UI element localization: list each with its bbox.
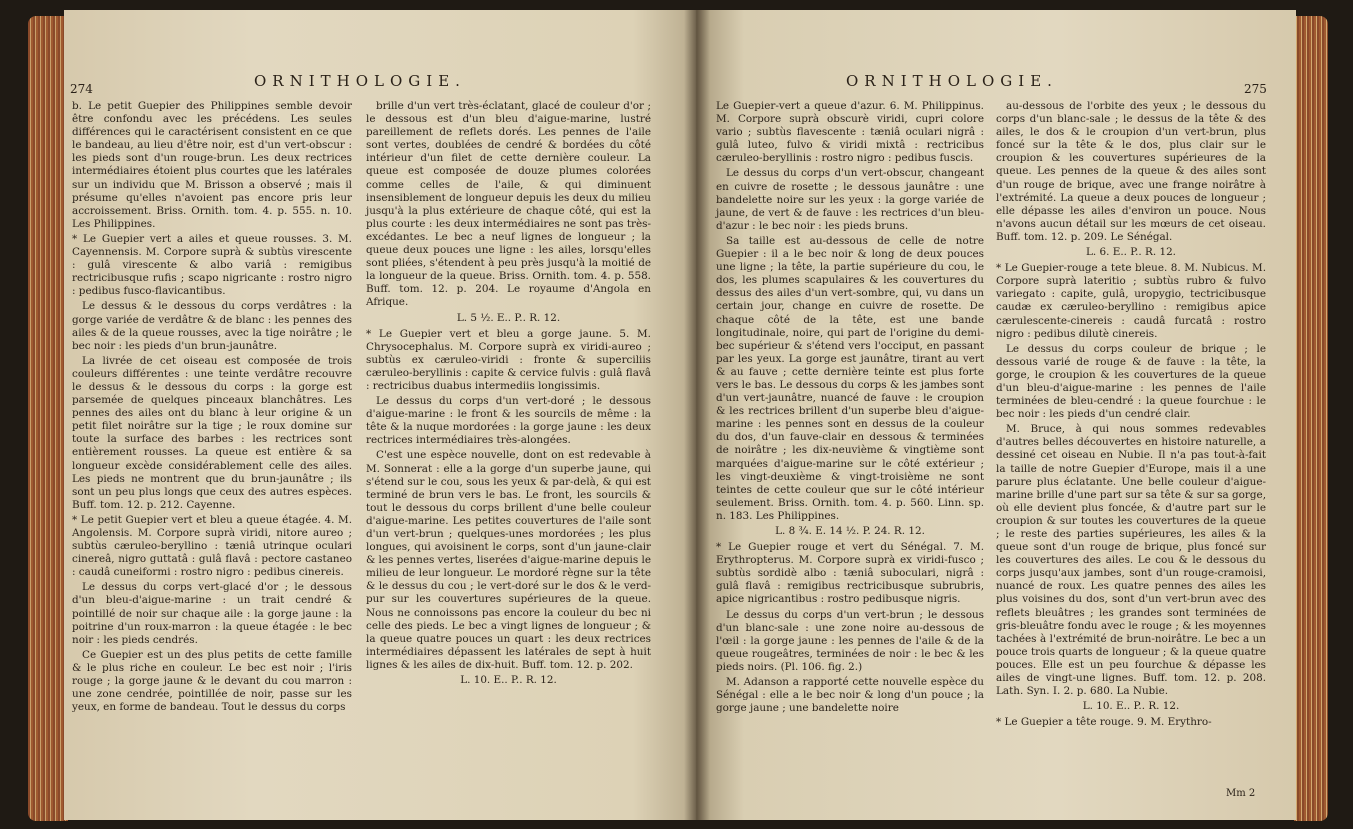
paragraph: Le dessus du corps couleur de brique ; le dessous varié de rouge & de fauve : la tête, la gorge, le croupion & les couvertures de la queue d'un bleu-d'aigue-marine : les pennes de l'aile terminées de bleu-cendré : la queue fourchue : le bec noir : les pieds d'un cendré clair. [996,342,1266,421]
right-page [696,10,1296,820]
paragraph: * Le Guepier vert et bleu a gorge jaune. 5. M. Chrysocephalus. M. Corpore suprà ex viridi-aureo ; subtùs ex cæruleo-viridi : fronte & superciliis cæruleo-beryllinis : capite & cervice fulvis : gulâ flavâ : rectricibus duabus intermediis longissimis. [366,327,651,392]
page-number-right: 275 [1244,82,1267,96]
paragraph: L. 8 ¾. E. 14 ½. P. 24. R. 12. [775,525,925,537]
paragraph: Le Guepier-vert a queue d'azur. 6. M. Philippinus. M. Corpore suprà obscurè viridi, cupri colore vario ; subtùs flavescente : tæniâ oculari nigrâ : gulâ luteo, fulvo & viridi mixtâ : rectricibus cæruleo-beryllinis : rostro nigro : pedibus fuscis. [716,100,984,165]
left-column-2 [366,100,651,690]
right-column-2 [996,100,1266,731]
paragraph: L. 5 ½. E.. P.. R. 12. [456,311,561,324]
paragraph: M. Bruce, à qui nous sommes redevables d'autres belles découvertes en histoire naturelle, a dessiné cet oiseau en Nubie. Il n'a pas tout-à-fait la taille de notre Guepier d'Europe, mais il a une parure plus éclatante. Une belle couleur d'aigue-marine brille d'une part sur sa tête & sur sa gorge, où elle devient plus foncée, & d'autre part sur le croupion & sur toutes les couvertures de la queue ; le reste des parties supérieures, les ailes & la queue sont d'un rouge de brique, plus foncé sur les couvertures des ailes. Le cou & le dessous du corps jusqu'aux jambes, sont d'un rouge-cramoisi, nuancé de roux. Les quatre pennes des ailes les plus voisines du dos, sont d'un vert-brun avec des reflets bleuâtres ; les grandes sont terminées de gris-bleuâtre fondu avec le rouge ; & les moyennes tachées à l'extrémité de brun-noirâtre. Le bec a un pouce trois quarts de longueur ; & la queue quatre pouces. Elle est un peu fourchue & dépasse les ailes de vingt-une lignes. Buff. tom. 12. p. 208. Lath. Syn. I. 2. p. 680. La Nubie. [996,423,1266,698]
paragraph: * Le petit Guepier vert et bleu a queue étagée. 4. M. Angolensis. M. Corpore suprà viridi, nitore aureo ; subtùs cæruleo-beryllino : tæniâ utrinque oculari cinereâ, nigro guttatâ : gulâ flavâ : pectore castaneo : caudâ cuneiformi : rostro nigro : pedibus cinereis. [72,513,352,579]
paragraph: Le dessus du corps vert-glacé d'or ; le dessous d'un bleu-d'aigue-marine : un trait cendré & pointillé de noir sur chaque aile : la gorge jaune : la poitrine d'un roux-marron : la queue étagée : le bec noir : les pieds cendrés. [72,581,352,646]
paragraph: La livrée de cet oiseau est composée de trois couleurs différentes : une teinte verdâtre recouvre le dessus & le dessous du corps : la gorge est parsemée de quelques pinceaux blanchâtres. Les pennes des ailes ont du blanc à leur origine & un petit filet noirâtre sur la tige ; le roux domine sur toute la surface des barbes : les rectrices sont entièrement rousses. La queue est entière & sa longueur excède considérablement celle des ailes. Les pieds ne montrent que du brun-jaunâtre ; ils sont un peu plus longs que ceux des autres espèces. Buff. tom. 12. p. 212. Cayenne. [72,354,352,511]
paragraph: Le dessus du corps d'un vert-doré ; le dessous d'aigue-marine : le front & les sourcils de même : la tête & la nuque mordorées : la gorge jaune : les deux rectrices intermédiaires très-alongées. [366,395,651,447]
paragraph: L. 10. E.. P.. R. 12. [1082,700,1180,713]
paragraph: * Le Guepier-rouge a tete bleue. 8. M. Nubicus. M. Corpore suprà lateritio ; subtùs rubro & fulvo variegato : capite, gulâ, uropygio, tectricibusque caudæ ex cæruleo-beryllino : remigibus apice cærulescente-cinereis : caudâ furcatâ : rostro nigro : pedibus dilutè cinereis. [996,262,1266,340]
paragraph: Le dessus & le dessous du corps verdâtres : la gorge variée de verdâtre & de blanc : les pennes des ailes & de la queue rousses, avec la tige noirâtre ; le bec noir : les pieds d'un brun-jaunâtre. [72,300,352,352]
left-column-1 [72,100,352,716]
paragraph: L. 10. E.. P.. R. 12. [460,674,557,687]
paragraph: b. Le petit Guepier des Philippines semble devoir être confondu avec les précédens. Les seules différences qui le caractérisent consistent en ce que le bandeau, au lieu d'être noir, est d'un vert-obscur : les pieds sont d'un rouge-brun. Les deux rectrices intermédiaires étoient plus courtes que les latérales sur un individu que M. Brisson a observé ; mais il présume qu'elles n'avoient pas encore pris leur accroissement. Briss. Ornith. tom. 4. p. 555. n. 10. Les Philippines. [72,100,352,230]
running-head-left: ORNITHOLOGIE. [254,72,466,90]
paragraph: Le dessus du corps d'un vert-obscur, changeant en cuivre de rosette ; le dessous jaunâtre : une bandelette noire sur les yeux : la gorge variée de jaune, de vert & de fauve : les rectrices d'un bleu-d'azur : le bec noir : les pieds bruns. [716,167,984,232]
left-page [64,10,696,820]
paragraph: Ce Guepier est un des plus petits de cette famille & le plus riche en couleur. Le bec est noir ; l'iris rouge ; la gorge jaune & le devant du cou marron : une zone cendrée, pointillée de noir, passe sur les yeux, en forme de bandeau. Tout le dessus du corps [72,648,352,714]
page-edges-left [28,16,68,821]
page-edges-right [1294,16,1328,821]
open-book [28,6,1328,826]
paragraph: * Le Guepier vert a ailes et queue rousses. 3. M. Cayennensis. M. Corpore suprà & subtùs virescente : gulâ virescente & albo variâ : remigibus rectricibusque rufis ; scapo nigricante : rostro nigro : pedibus fusco-flavicantibus. [72,232,352,298]
signature-mark: Mm 2 [1226,788,1256,799]
paragraph: * Le Guepier a tête rouge. 9. M. Erythro- [996,716,1212,729]
book-gutter [684,10,710,820]
right-column-1 [716,100,984,717]
paragraph: Sa taille est au-dessous de celle de notre Guepier : il a le bec noir & long de deux pouces une ligne ; la tête, la partie supérieure du cou, le dos, les plumes scapulaires & les couvertures du dessus des ailes d'un vert-sombre, qui, vu dans un certain jour, change en cuivre de rosette. De chaque côté de la tête, est une bande longitudinale, noire, qui part de l'origine du demi-bec supérieur & s'étend vers l'occiput, en passant par les yeux. La gorge est jaunâtre, tirant au vert & au fauve ; cette dernière teinte est plus forte vers le bas. Le dessous du corps & les jambes sont d'un vert-jaunâtre, nuancé de fauve : le croupion & les rectrices brillent d'un superbe bleu d'aigue-marine : les pennes sont en dessus de la couleur du dos, d'un fauve-clair en dessous & terminées de noirâtre ; les dix-neuvième & vingtième sont marquées d'aigue-marine sur le côté extérieur ; les vingt-deuxième & vingt-troisième ne sont teintes de cette couleur que sur le côté intérieur seulement. Briss. Ornith. tom. 4. p. 560. Linn. sp. n. 183. Les Philippines. [716,234,984,522]
paragraph: C'est une espèce nouvelle, dont on est redevable à M. Sonnerat : elle a la gorge d'un superbe jaune, qui s'étend sur le cou, sous les yeux & par-delà, & qui est terminé de brun vers le bas. Le front, les sourcils & tout le dessous du corps brillent d'une belle couleur d'aigue-marine. Les petites couvertures de l'aile sont d'un vert-brun ; quelques-unes mordorées ; les plus longues, qui avoisinent le corps, sont d'un jaune-clair & les pennes vertes, liserées d'aigue-marine depuis le milieu de leur longueur. Le mordoré règne sur la tête & le dessus du cou ; le vert-doré sur le dos & le verd-pur sur les couvertures supérieures de la queue. Nous ne connoissons pas encore la couleur du bec ni celle des pieds. Le bec a vingt lignes de longueur ; & la queue quatre pouces un quart : les deux rectrices intermédiaires dépassent les latérales de sept à huit lignes & les ailes de dix-huit. Buff. tom. 12. p. 202. [366,449,651,671]
paragraph: brille d'un vert très-éclatant, glacé de couleur d'or ; le dessous est d'un bleu d'aigue-marine, lustré pareillement de reflets dorés. Les pennes de l'aile sont vertes, doublées de cendré & bordées du côté intérieur d'un filet de cette dernière couleur. La queue est composée de douze plumes colorées comme celles de l'aile, & qui diminuent insensiblement de longueur depuis les deux du milieu jusqu'à la plus extérieure de chaque côté, qui est la plus courte : les deux intermédiaires ne sont pas très-excédantes. Le bec a neuf lignes de longueur ; la queue deux pouces une ligne : les ailes, lorsqu'elles sont pliées, s'étendent à peu près jusqu'à la moitié de la longueur de la queue. Briss. Ornith. tom. 4. p. 558. Buff. tom. 12. p. 204. Le royaume d'Angola en Afrique. [366,100,651,309]
paragraph: au-dessous de l'orbite des yeux ; le dessous du corps d'un blanc-sale ; le dessus de la tête & des ailes, le dos & le croupion d'un vert-brun, plus foncé sur la tête & le dos, plus clair sur le croupion & les couvertures supérieures de la queue. Les pennes de la queue & des ailes sont d'un rouge de brique, avec une frange noirâtre à l'extrémité. La queue a deux pouces de longueur ; elle dépasse les ailes d'environ un pouce. Nous n'avons aucun détail sur les mœurs de cet oiseau. Buff. tom. 12. p. 209. Le Sénégal. [996,100,1266,243]
paragraph: M. Adanson a rapporté cette nouvelle espèce du Sénégal : elle a le bec noir & long d'un pouce ; la gorge jaune ; une bandelette noire [716,676,984,715]
running-head-right: ORNITHOLOGIE. [846,72,1058,90]
page-number-left: 274 [70,82,93,96]
paragraph: Le dessus du corps d'un vert-brun ; le dessous d'un blanc-sale : une zone noire au-dessous de l'œil : la gorge jaune : les pennes de l'aile & de la queue rougeâtres, terminées de noir : le bec & les pieds noirs. (Pl. 106. fig. 2.) [716,608,984,673]
paragraph: * Le Guepier rouge et vert du Sénégal. 7. M. Erythropterus. M. Corpore suprà ex viridi-fusco ; subtùs sordidè albo : tæniâ suboculari, nigrâ : gulâ flavâ : remigibus rectricibusque subrubris, apice nigricantibus : rostro pedibusque nigris. [716,541,984,606]
paragraph: L. 6. E.. P.. R. 12. [1086,246,1176,259]
